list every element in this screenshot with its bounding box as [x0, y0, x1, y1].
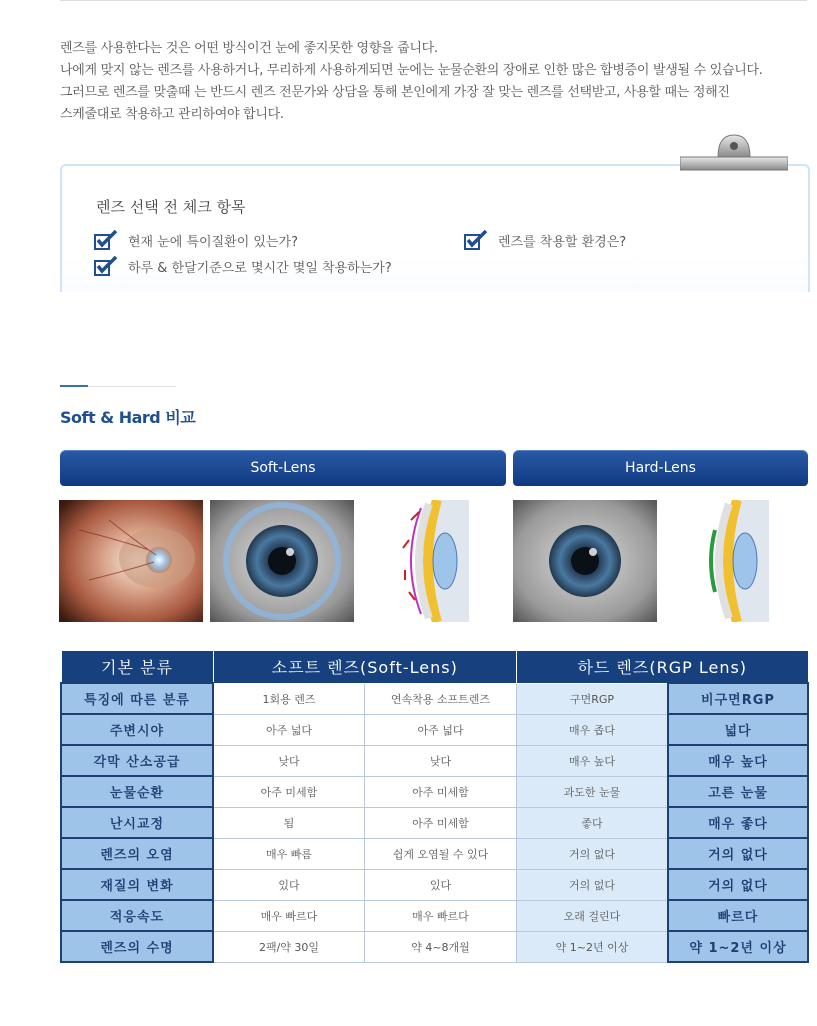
table-cell: 매우 좁다 — [517, 714, 669, 745]
table-row — [61, 807, 808, 838]
table-cell: 낮다 — [365, 745, 517, 776]
table-cell: 매우 빠르다 — [365, 900, 517, 931]
table-cell: 낮다 — [213, 745, 365, 776]
diseased-eye-image — [59, 500, 203, 622]
table-cell: 넓다 — [668, 714, 808, 745]
intro-line: 렌즈를 사용한다는 것은 어떤 방식이건 눈에 좋지못한 영향을 줍니다. — [60, 41, 438, 56]
table-cell: 구면RGP — [517, 683, 669, 714]
row-header-cell: 재질의 변화 — [61, 869, 213, 900]
table-cell: 매우 높다 — [517, 745, 669, 776]
top-divider — [60, 0, 807, 1]
table-cell: 아주 넓다 — [365, 714, 517, 745]
checklist-item — [94, 230, 298, 250]
table-cell: 1회용 렌즈 — [213, 683, 365, 714]
table-cell: 오래 걸린다 — [517, 900, 669, 931]
checklist-item — [94, 256, 392, 276]
table-cell: 약 4~8개월 — [365, 931, 517, 962]
tab-hard-lens: Hard-Lens — [513, 450, 808, 486]
tab-soft-lens: Soft-Lens — [60, 450, 506, 486]
hard-lens-eye-image — [513, 500, 657, 622]
table-cell: 매우 높다 — [668, 745, 808, 776]
table-cell: 거의 없다 — [517, 838, 669, 869]
row-header-cell: 적응속도 — [61, 900, 213, 931]
paper-clip-icon — [680, 131, 788, 171]
row-header-cell: 각막 산소공급 — [61, 745, 213, 776]
table-cell: 거의 없다 — [668, 838, 808, 869]
checklist-item-label: 현재 눈에 특이질환이 있는가? — [128, 234, 298, 250]
table-cell: 아주 미세함 — [365, 776, 517, 807]
intro-line: 나에게 맞지 않는 렌즈를 사용하거나, 무리하게 사용하게되면 눈에는 눈물순환의 장애로 인한 많은 합병증이 발생될 수 있습니다. — [60, 63, 763, 78]
table-row — [61, 714, 808, 745]
checkmark-icon — [94, 230, 118, 250]
table-row — [61, 683, 808, 714]
checklist-panel — [60, 164, 810, 292]
row-header-cell: 렌즈의 수명 — [61, 931, 213, 962]
row-header-cell: 난시교정 — [61, 807, 213, 838]
checkmark-icon — [94, 256, 118, 276]
table-row — [61, 838, 808, 869]
intro-text — [60, 38, 817, 126]
table-cell: 약 1~2년 이상 — [517, 931, 669, 962]
header-basic-category: 기본 분류 — [61, 651, 213, 684]
table-cell: 비구면RGP — [668, 683, 808, 714]
header-hard-lens: 하드 렌즈(RGP Lens) — [517, 651, 809, 684]
checklist-item-label: 렌즈를 착용할 환경은? — [498, 234, 627, 250]
table-cell: 쉽게 오염될 수 있다 — [365, 838, 517, 869]
table-row — [61, 900, 808, 931]
checklist-item-label: 하루 & 한달기준으로 몇시간 몇일 착용하는가? — [128, 260, 392, 276]
table-cell: 고른 눈물 — [668, 776, 808, 807]
row-header-cell: 주변시야 — [61, 714, 213, 745]
checklist-item — [464, 230, 626, 250]
table-cell: 매우 빠름 — [213, 838, 365, 869]
header-soft-lens: 소프트 렌즈(Soft-Lens) — [213, 651, 517, 684]
table-cell: 거의 없다 — [517, 869, 669, 900]
hard-lens-diagram — [697, 500, 769, 622]
table-header-row — [61, 651, 808, 684]
intro-line: 스케줄대로 착용하고 관리하여야 합니다. — [60, 107, 284, 122]
section-title: Soft & Hard 비교 — [60, 408, 196, 427]
table-cell: 있다 — [365, 869, 517, 900]
table-cell: 아주 미세함 — [213, 776, 365, 807]
checklist-title: 렌즈 선택 전 체크 항목 — [96, 198, 246, 216]
table-cell: 아주 미세함 — [365, 807, 517, 838]
checkmark-icon — [464, 230, 488, 250]
table-row — [61, 931, 808, 962]
table-cell: 됨 — [213, 807, 365, 838]
table-cell: 빠르다 — [668, 900, 808, 931]
table-cell: 있다 — [213, 869, 365, 900]
comparison-table — [60, 650, 809, 963]
row-header-cell: 눈물순환 — [61, 776, 213, 807]
row-header-cell: 렌즈의 오염 — [61, 838, 213, 869]
table-cell: 연속착용 소프트렌즈 — [365, 683, 517, 714]
soft-lens-diagram — [397, 500, 469, 622]
row-header-cell: 특징에 따른 분류 — [61, 683, 213, 714]
table-row — [61, 776, 808, 807]
table-row — [61, 869, 808, 900]
table-cell: 2팩/약 30일 — [213, 931, 365, 962]
table-cell: 약 1~2년 이상 — [668, 931, 808, 962]
table-cell: 좋다 — [517, 807, 669, 838]
table-cell: 매우 좋다 — [668, 807, 808, 838]
table-cell: 과도한 눈물 — [517, 776, 669, 807]
table-cell: 매우 빠르다 — [213, 900, 365, 931]
intro-line: 그러므로 렌즈를 맞출때 는 반드시 렌즈 전문가와 상담을 통해 본인에게 가장 잘 맞는 렌즈를 선택받고, 사용할 때는 정해진 — [60, 85, 730, 100]
soft-lens-eye-image — [210, 500, 354, 622]
table-cell: 아주 넓다 — [213, 714, 365, 745]
table-row — [61, 745, 808, 776]
table-cell: 거의 없다 — [668, 869, 808, 900]
section-divider — [60, 386, 176, 387]
